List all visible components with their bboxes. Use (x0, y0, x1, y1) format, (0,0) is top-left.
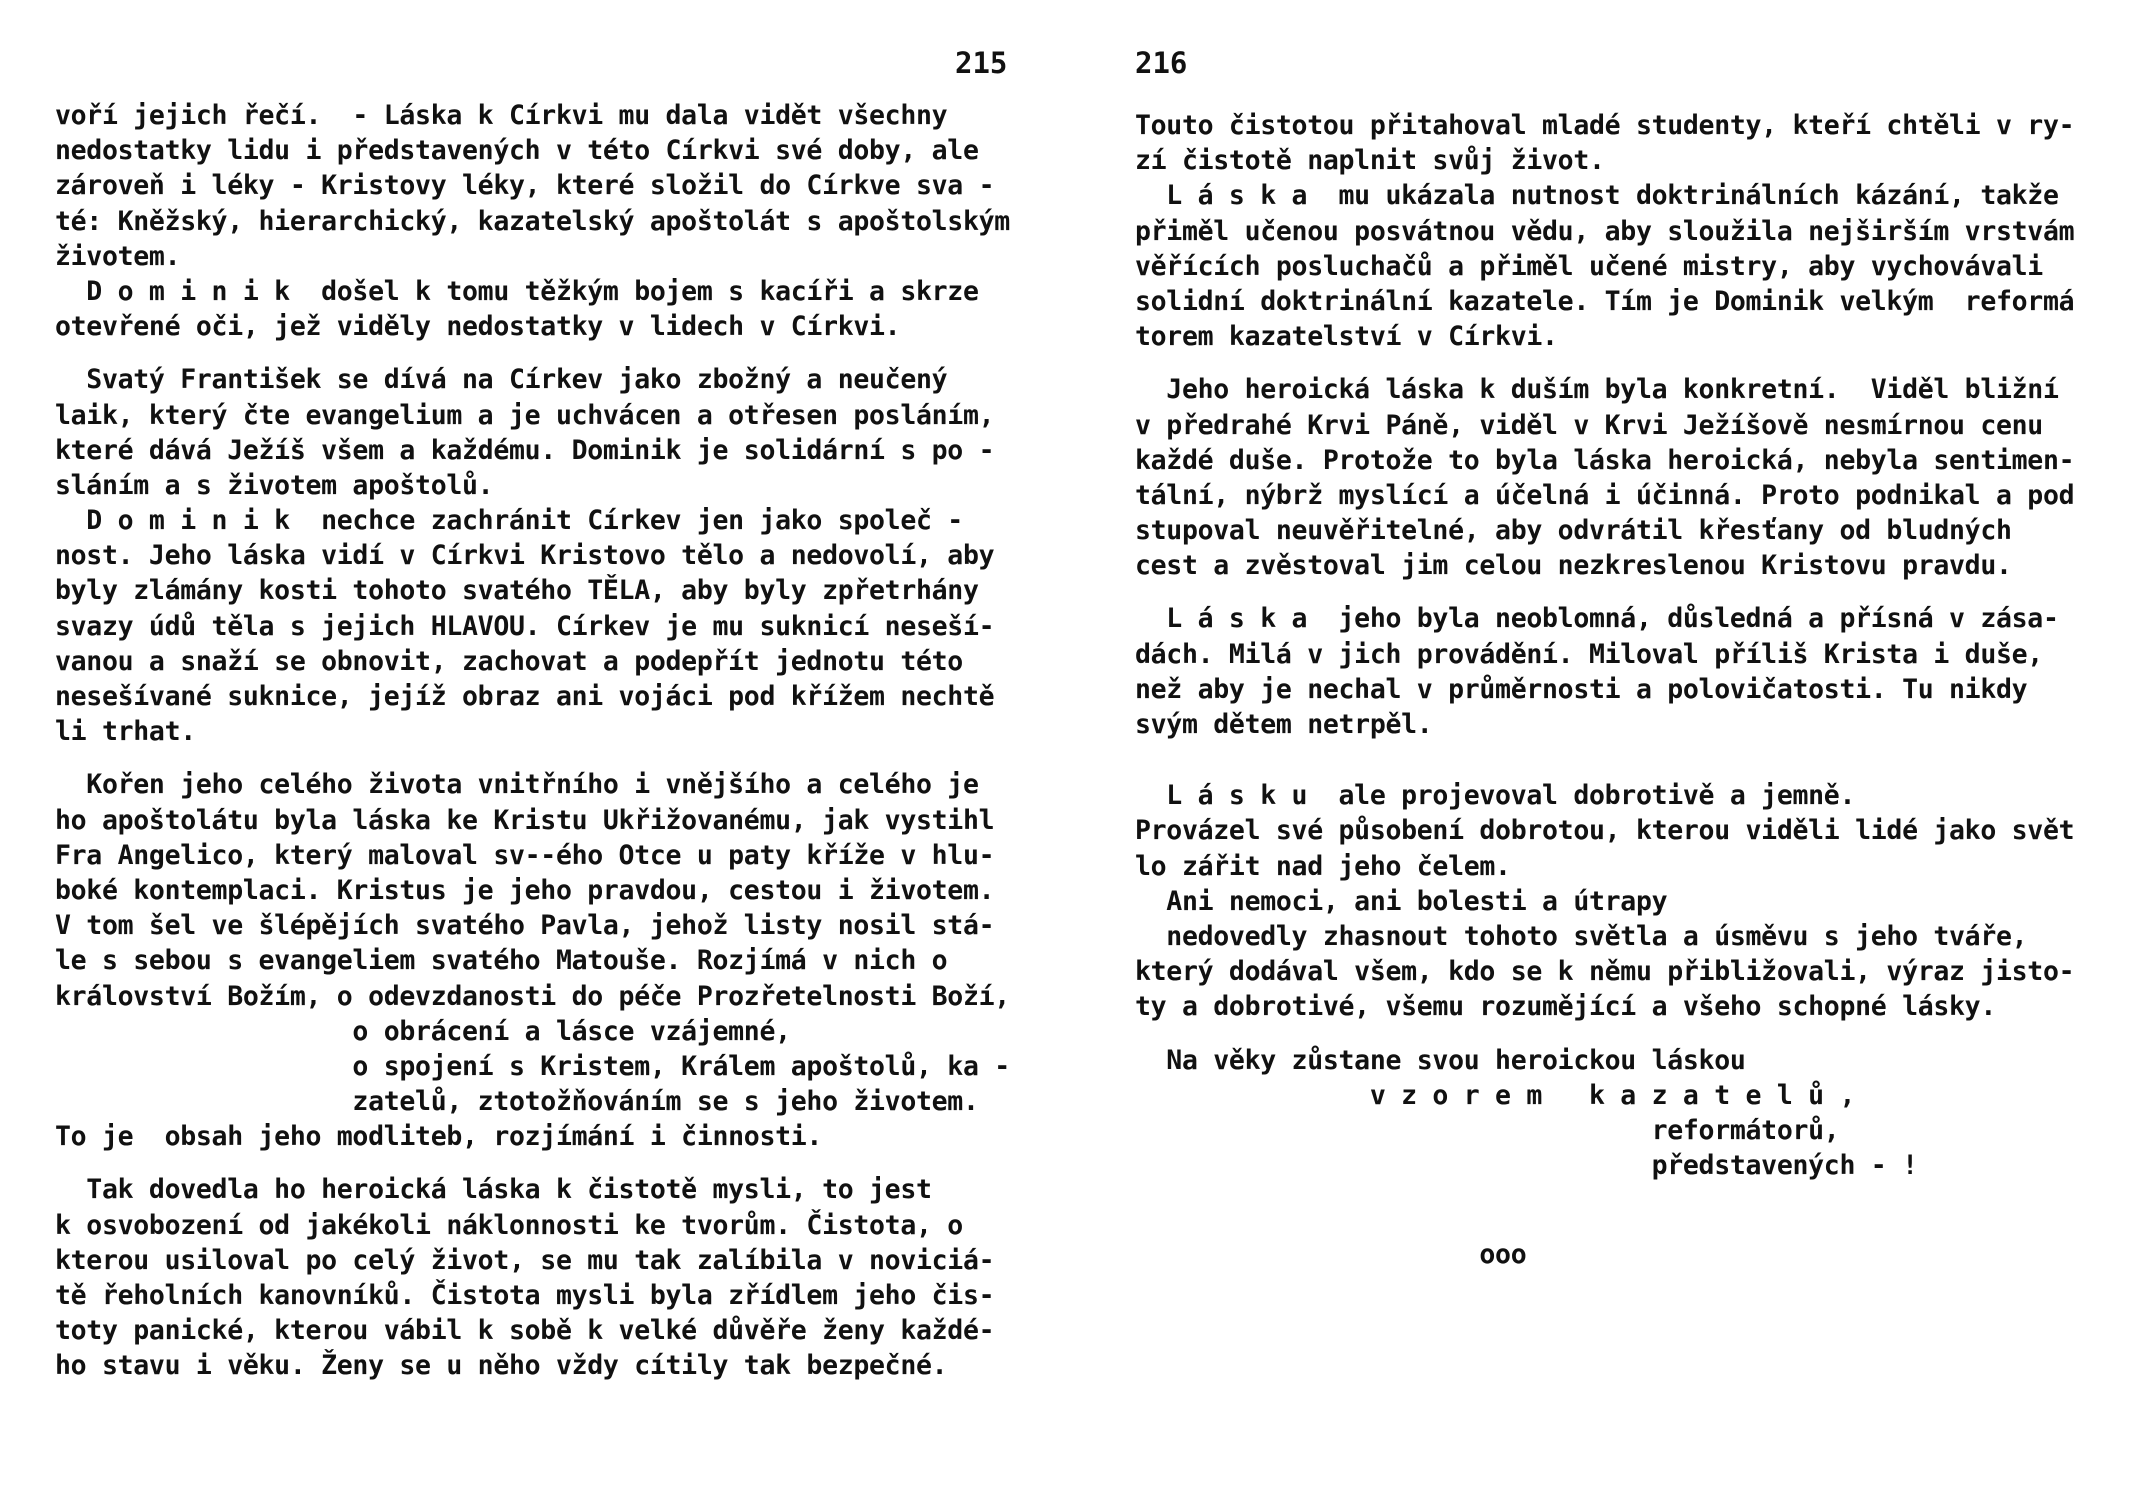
text-line: zatelů, ztotožňováním se s jeho životem. (55, 1086, 979, 1118)
text-line: nedostatky lidu i představených v této Církvi své doby, ale (55, 135, 979, 167)
text-line: ho apoštolátu byla láska ke Kristu Ukřižovanému, jak vystihl (55, 804, 995, 836)
text-line: D o m i n i k došel k tomu těžkým bojem s kacíři a skrze (55, 275, 979, 307)
paragraph-gap (1135, 583, 2105, 601)
text-line: L á s k a jeho byla neoblomná, důsledná a přísná v zása- (1135, 603, 2059, 635)
text-line: než aby je nechal v průměrnosti a polovičatosti. Tu nikdy (1135, 673, 2028, 705)
text-line: voří jejich řečí. - Láska k Církvi mu dala vidět všechny (55, 100, 948, 131)
text-line: v předrahé Krvi Páně, viděl v Krvi Ježíšově nesmírnou cenu (1135, 409, 2043, 441)
text-line: Jeho heroická láska k duším byla konkretní. Viděl bližní (1135, 374, 2059, 406)
text-line: torem kazatelství v Církvi. (1135, 321, 1558, 353)
right-page-text (1135, 108, 2105, 1272)
text-line: otevřené oči, jež viděly nedostatky v lidech v Církvi. (55, 311, 901, 343)
text-line: svým dětem netrpěl. (1135, 709, 1433, 740)
text-line: laik, který čte evangelium a je uchvácen a otřesen posláním, (55, 399, 995, 431)
text-line: sláním a s životem apoštolů. (55, 469, 494, 501)
paragraph-gap (55, 749, 1025, 767)
text-line: D o m i n i k nechce zachránit Církev jen jako společ - (55, 505, 963, 537)
paragraph-gap (1135, 1219, 2105, 1237)
text-line: li trhat. (55, 716, 196, 748)
text-line: byly zlámány kosti tohoto svatého TĚLA, aby byly zpřetrhány (55, 575, 979, 607)
text-line: té: Kněžský, hierarchický, kazatelský apoštolát s apoštolským (55, 205, 1010, 237)
right-page (1080, 0, 2130, 1500)
page-number-left: 215 (955, 46, 1008, 80)
text-line: stupoval neuvěřitelné, aby odvrátil křesťany od bludných (1135, 515, 2012, 547)
text-line: nesešívané suknice, jejíž obraz ani vojáci pod křížem nechtě (55, 681, 995, 712)
text-line: tě řeholních kanovníků. Čistota mysli byla zřídlem jeho čis- (55, 1280, 995, 1311)
text-line: o obrácení a lásce vzájemné, (55, 1015, 791, 1047)
text-line: představených - ! (1135, 1150, 1918, 1182)
text-line: ooo (1135, 1239, 1527, 1271)
paragraph-gap (1135, 354, 2105, 372)
text-line: nedovedly zhasnout tohoto světla a úsměvu s jeho tváře, (1135, 920, 2028, 952)
text-line: nost. Jeho láska vidí v Církvi Kristovo tělo a nedovolí, aby (55, 540, 995, 572)
text-line: ty a dobrotivé, všemu rozumějící a všeho schopné lásky. (1135, 991, 1996, 1023)
paragraph-gap (1135, 1183, 2105, 1201)
text-line: Na věky zůstane svou heroickou láskou (1135, 1044, 1746, 1076)
text-line: Ani nemoci, ani bolesti a útrapy (1135, 885, 1668, 917)
text-line: životem. (55, 240, 181, 272)
text-line: toty panické, kterou vábil k sobě k velké důvěře ženy každé- (55, 1315, 995, 1347)
text-line: Svatý František se dívá na Církev jako zbožný a neučený (55, 364, 948, 396)
text-line: To je obsah jeho modliteb, rozjímání i činnosti. (55, 1121, 823, 1153)
text-line: vanou a snaží se obnovit, zachovat a podepřít jednotu této (55, 645, 963, 677)
paragraph-gap (1135, 742, 2105, 760)
text-line: V tom šel ve šlépějích svatého Pavla, jehož listy nosil stá- (55, 910, 995, 942)
text-line: Provázel své působení dobrotou, kterou viděli lidé jako svět (1135, 815, 2075, 847)
paragraph-gap (55, 344, 1025, 362)
page-number-right: 216 (1135, 46, 1188, 80)
text-line: svazy údů těla s jejich HLAVOU. Církev je mu suknicí neseší- (55, 610, 995, 642)
text-line: cest a zvěstoval jim celou nezkreslenou Kristovu pravdu. (1135, 550, 2012, 582)
text-line: L á s k u ale projevoval dobrotivě a jemně. (1135, 780, 1856, 812)
text-line: k osvobození od jakékoli náklonnosti ke tvorům. Čistota, o (55, 1209, 963, 1241)
text-line: zároveň i léky - Kristovy léky, které složil do Církve sva - (55, 170, 995, 202)
text-line: přiměl učenou posvátnou vědu, aby sloužila nejširším vrstvám (1135, 215, 2075, 247)
left-page-text (55, 98, 1025, 1384)
text-line: Touto čistotou přitahoval mladé studenty, kteří chtěli v ry- (1135, 110, 2075, 141)
paragraph-gap (55, 1154, 1025, 1172)
text-line: který dodával všem, kdo se k němu přibližovali, výraz jisto- (1135, 956, 2075, 988)
left-page (0, 0, 1050, 1500)
text-line: v z o r e m k a z a t e l ů , (1135, 1079, 1856, 1111)
text-line: o spojení s Kristem, Králem apoštolů, ka - (55, 1050, 1010, 1082)
text-line: Fra Angelico, který maloval sv--ého Otce u paty kříže v hlu- (55, 839, 995, 871)
text-line: kterou usiloval po celý život, se mu tak zalíbila v noviciá- (55, 1244, 995, 1276)
paragraph-gap (1135, 760, 2105, 778)
text-line: le s sebou s evangeliem svatého Matouše. Rozjímá v nich o (55, 945, 948, 977)
text-line: ho stavu i věku. Ženy se u něho vždy cítily tak bezpečné. (55, 1350, 948, 1382)
text-line: Tak dovedla ho heroická láska k čistotě mysli, to jest (55, 1174, 932, 1206)
text-line: L á s k a mu ukázala nutnost doktrinálních kázání, takže (1135, 180, 2059, 212)
text-line: lo zářit nad jeho čelem. (1135, 850, 1511, 882)
text-line: věřících posluchačů a přiměl učené mistry, aby vychovávali (1135, 250, 2043, 282)
text-line: boké kontemplaci. Kristus je jeho pravdou, cestou i životem. (55, 874, 995, 906)
text-line: každé duše. Protože to byla láska heroická, nebyla sentimen- (1135, 444, 2075, 476)
text-line: reformátorů, (1135, 1114, 1840, 1146)
text-line: Kořen jeho celého života vnitřního i vnějšího a celého je (55, 769, 979, 801)
text-line: zí čistotě naplnit svůj život. (1135, 145, 1605, 177)
text-line: které dává Ježíš všem a každému. Dominik je solidární s po - (55, 434, 995, 466)
text-line: tální, nýbrž myslící a účelná i účinná. Proto podnikal a pod (1135, 479, 2075, 511)
text-line: solidní doktrinální kazatele. Tím je Dominik velkým reformá (1135, 285, 2075, 317)
paragraph-gap (1135, 1201, 2105, 1219)
text-line: království Božím, o odevzdanosti do péče Prozřetelnosti Boží, (55, 980, 1010, 1012)
paragraph-gap (1135, 1025, 2105, 1043)
text-line: dách. Milá v jich provádění. Miloval příliš Krista i duše, (1135, 638, 2043, 670)
